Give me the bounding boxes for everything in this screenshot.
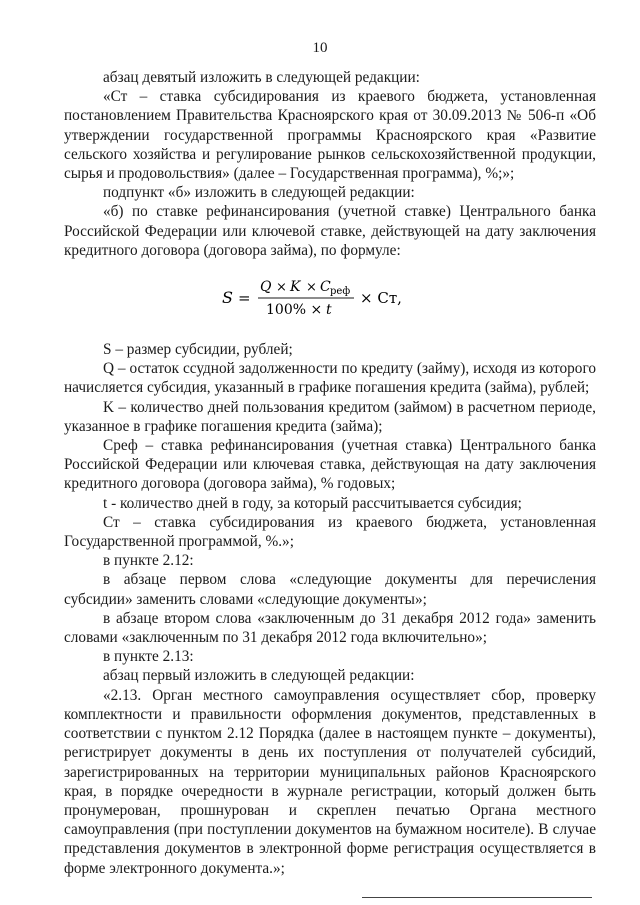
formula-c-subscript: реф	[330, 286, 351, 298]
formula-denominator: 100% ×	[266, 302, 323, 319]
paragraph: в пункте 2.12:	[103, 552, 194, 570]
paragraph: «2.13. Орган местного самоуправления осуществляет сбор, проверку комплектности и правильности оформления документов, представленных в соответствии с пунктом 2.12 Порядка (далее в настоящем пункте – документы), регистрирует документы в день их поступления от получателей субсидий, зарегистрированных на территории муниципальных районов Красноярского края, в порядке очередности в журнале регистрации, который должен быть пронумерован, прошнурован и скреплен печатью Органа местного самоуправления (при поступлении документов на бумажном носителе). В случае представления документов в электронной форме регистрация осуществляется в форме электронного документа.»;	[64, 686, 596, 877]
paragraph: в абзаце первом слова «следующие документы для перечисления субсидии» заменить словами «следующие документы»;	[64, 571, 596, 608]
paragraph: Среф – ставка рефинансирования (учетная ставка) Центрального банка Российской Федерации или ключевая ставка, действующая на дату заключения кредитного договора (договора займа), % годовых;	[64, 437, 596, 493]
paragraph: абзац девятый изложить в следующей редакции:	[103, 69, 420, 86]
paragraph: «б) по ставке рефинансирования (учетной ставке) Центрального банка Российской Федерации или ключевой ставке, действующей на дату заключения кредитного договора (договора займа), по формуле:	[64, 203, 596, 259]
formula-c: C	[320, 279, 331, 296]
paragraph: подпункт «б» изложить в следующей редакции:	[103, 184, 415, 202]
formula-q: Q	[260, 279, 272, 296]
formula-times-2: ×	[306, 280, 317, 296]
document-body	[64, 68, 596, 878]
formula-t: t	[326, 302, 332, 319]
formula-times-1: ×	[276, 280, 287, 296]
formula-graphic	[220, 276, 440, 318]
formula-tail: × Ст,	[360, 289, 402, 308]
paragraph: t - количество дней в году, за который рассчитывается субсидия;	[103, 494, 522, 512]
paragraph: S – размер субсидии, рублей;	[103, 341, 293, 359]
paragraph: K – количество дней пользования кредитом (займом) в расчетном периоде, указанное в графике погашения кредита (займа);	[64, 398, 596, 435]
paragraph: Q – остаток ссудной задолженности по кредиту (займу), исходя из которого начисляется субсидия, указанный в графике погашения кредита (займа), рублей;	[64, 360, 596, 397]
formula-k: K	[290, 279, 301, 296]
subsidy-formula	[64, 276, 596, 318]
formula-lhs: S	[222, 288, 233, 308]
paragraph: в пункте 2.13:	[103, 648, 194, 666]
paragraph: «Ст – ставка субсидирования из краевого бюджета, установленная постановлением Правительства Красноярского края от 30.09.2013 № 506-п «Об утверждении государственной программы Красноярского края «Развитие сельского хозяйства и регулирование рынков сельскохозяйственной продукции, сырья и продовольствия» (далее – Государственная программа), %;»;	[64, 88, 596, 183]
formula-equals: =	[238, 289, 251, 308]
paragraph: Ст – ставка субсидирования из краевого бюджета, установленная Государственной программой, %.»;	[64, 513, 596, 551]
paragraph: в абзаце втором слова «заключенным до 31 декабря 2012 года» заменить словами «заключенным по 31 декабря 2012 года включительно»;	[64, 609, 596, 647]
page-number: 10	[312, 40, 328, 56]
paragraph: абзац первый изложить в следующей редакции:	[103, 667, 415, 685]
bottom-rule	[362, 897, 592, 898]
